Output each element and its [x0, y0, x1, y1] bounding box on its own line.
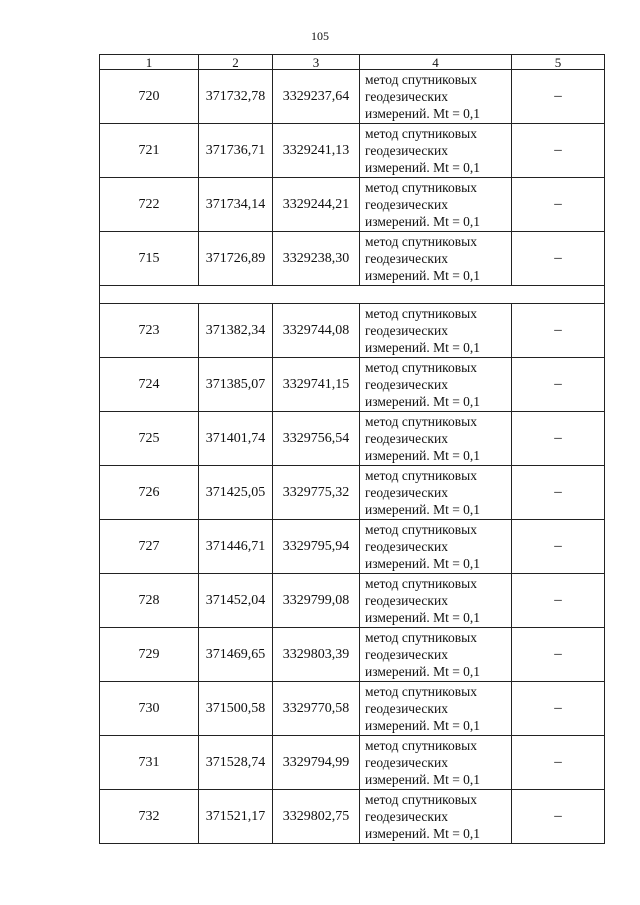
x-coordinate-cell: 371726,89 — [199, 232, 273, 286]
y-coordinate-cell: 3329237,64 — [273, 70, 360, 124]
method-line: геодезических — [365, 377, 448, 392]
method-line: метод спутниковых — [365, 306, 477, 321]
method-line: измерений. Mt = 0,1 — [365, 664, 481, 679]
point-id-cell: 715 — [100, 232, 199, 286]
x-coordinate-cell: 371425,05 — [199, 466, 273, 520]
method-line: метод спутниковых — [365, 360, 477, 375]
method-line: геодезических — [365, 251, 448, 266]
table-row — [100, 628, 605, 682]
point-id-cell: 721 — [100, 124, 199, 178]
table-row — [100, 70, 605, 124]
y-coordinate-cell: 3329799,08 — [273, 574, 360, 628]
method-cell — [360, 358, 512, 412]
point-id-cell: 724 — [100, 358, 199, 412]
method-line: геодезических — [365, 323, 448, 338]
table-row — [100, 124, 605, 178]
note-cell: – — [512, 304, 605, 358]
note-cell: – — [512, 466, 605, 520]
x-coordinate-cell: 371732,78 — [199, 70, 273, 124]
point-id-cell: 726 — [100, 466, 199, 520]
method-line: геодезических — [365, 809, 448, 824]
point-id-cell: 725 — [100, 412, 199, 466]
method-line: метод спутниковых — [365, 738, 477, 753]
note-cell: – — [512, 682, 605, 736]
note-cell: – — [512, 520, 605, 574]
point-id-cell: 722 — [100, 178, 199, 232]
note-cell: – — [512, 70, 605, 124]
method-line: геодезических — [365, 143, 448, 158]
method-cell — [360, 574, 512, 628]
x-coordinate-cell: 371469,65 — [199, 628, 273, 682]
x-coordinate-cell: 371521,17 — [199, 790, 273, 844]
point-id-cell: 732 — [100, 790, 199, 844]
y-coordinate-cell: 3329741,15 — [273, 358, 360, 412]
note-cell: – — [512, 358, 605, 412]
method-line: метод спутниковых — [365, 576, 477, 591]
y-coordinate-cell: 3329770,58 — [273, 682, 360, 736]
method-line: измерений. Mt = 0,1 — [365, 394, 481, 409]
method-cell — [360, 124, 512, 178]
y-coordinate-cell: 3329744,08 — [273, 304, 360, 358]
method-line: геодезических — [365, 647, 448, 662]
point-id-cell: 729 — [100, 628, 199, 682]
y-coordinate-cell: 3329803,39 — [273, 628, 360, 682]
method-line: измерений. Mt = 0,1 — [365, 340, 481, 355]
method-line: измерений. Mt = 0,1 — [365, 826, 481, 841]
x-coordinate-cell: 371452,04 — [199, 574, 273, 628]
y-coordinate-cell: 3329802,75 — [273, 790, 360, 844]
x-coordinate-cell: 371401,74 — [199, 412, 273, 466]
x-coordinate-cell: 371500,58 — [199, 682, 273, 736]
y-coordinate-cell: 3329794,99 — [273, 736, 360, 790]
column-header: 1 — [100, 55, 199, 70]
method-line: метод спутниковых — [365, 72, 477, 87]
y-coordinate-cell: 3329795,94 — [273, 520, 360, 574]
note-cell: – — [512, 178, 605, 232]
method-line: метод спутниковых — [365, 126, 477, 141]
note-cell: – — [512, 628, 605, 682]
note-cell: – — [512, 736, 605, 790]
method-line: метод спутниковых — [365, 522, 477, 537]
method-cell — [360, 790, 512, 844]
table-row — [100, 736, 605, 790]
page-number: 105 — [311, 29, 329, 43]
method-line: геодезических — [365, 593, 448, 608]
method-line: измерений. Mt = 0,1 — [365, 214, 481, 229]
table-row — [100, 232, 605, 286]
method-cell — [360, 412, 512, 466]
point-id-cell: 720 — [100, 70, 199, 124]
method-line: измерений. Mt = 0,1 — [365, 448, 481, 463]
column-header: 2 — [199, 55, 273, 70]
x-coordinate-cell: 371382,34 — [199, 304, 273, 358]
method-line: измерений. Mt = 0,1 — [365, 268, 481, 283]
column-header: 5 — [512, 55, 605, 70]
coordinates-table-body — [100, 55, 605, 844]
table-row — [100, 304, 605, 358]
method-cell — [360, 70, 512, 124]
method-cell — [360, 736, 512, 790]
point-id-cell: 728 — [100, 574, 199, 628]
method-line: геодезических — [365, 701, 448, 716]
x-coordinate-cell: 371736,71 — [199, 124, 273, 178]
point-id-cell: 731 — [100, 736, 199, 790]
method-line: измерений. Mt = 0,1 — [365, 502, 481, 517]
method-line: измерений. Mt = 0,1 — [365, 160, 481, 175]
y-coordinate-cell: 3329241,13 — [273, 124, 360, 178]
point-id-cell: 727 — [100, 520, 199, 574]
method-line: измерений. Mt = 0,1 — [365, 106, 481, 121]
column-header: 4 — [360, 55, 512, 70]
note-cell: – — [512, 232, 605, 286]
method-cell — [360, 682, 512, 736]
method-line: метод спутниковых — [365, 234, 477, 249]
y-coordinate-cell: 3329238,30 — [273, 232, 360, 286]
table-header-row — [100, 55, 605, 70]
y-coordinate-cell: 3329756,54 — [273, 412, 360, 466]
table-row — [100, 178, 605, 232]
note-cell: – — [512, 574, 605, 628]
method-line: геодезических — [365, 89, 448, 104]
method-line: измерений. Mt = 0,1 — [365, 772, 481, 787]
method-line: метод спутниковых — [365, 414, 477, 429]
method-line: геодезических — [365, 431, 448, 446]
table-row — [100, 520, 605, 574]
coordinates-table — [99, 54, 605, 844]
note-cell: – — [512, 124, 605, 178]
method-cell — [360, 628, 512, 682]
point-id-cell: 723 — [100, 304, 199, 358]
table-row — [100, 574, 605, 628]
x-coordinate-cell: 371734,14 — [199, 178, 273, 232]
method-line: метод спутниковых — [365, 792, 477, 807]
table-row — [100, 466, 605, 520]
separator-row — [100, 286, 605, 304]
x-coordinate-cell: 371446,71 — [199, 520, 273, 574]
column-header: 3 — [273, 55, 360, 70]
y-coordinate-cell: 3329244,21 — [273, 178, 360, 232]
method-cell — [360, 232, 512, 286]
method-line: геодезических — [365, 539, 448, 554]
table-row — [100, 790, 605, 844]
method-line: измерений. Mt = 0,1 — [365, 556, 481, 571]
method-cell — [360, 178, 512, 232]
method-cell — [360, 466, 512, 520]
method-line: геодезических — [365, 485, 448, 500]
method-line: метод спутниковых — [365, 180, 477, 195]
method-cell — [360, 520, 512, 574]
table-row — [100, 682, 605, 736]
table-row — [100, 412, 605, 466]
note-cell: – — [512, 412, 605, 466]
method-line: метод спутниковых — [365, 684, 477, 699]
method-line: измерений. Mt = 0,1 — [365, 610, 481, 625]
method-line: измерений. Mt = 0,1 — [365, 718, 481, 733]
x-coordinate-cell: 371385,07 — [199, 358, 273, 412]
table-row — [100, 358, 605, 412]
method-line: метод спутниковых — [365, 630, 477, 645]
method-line: метод спутниковых — [365, 468, 477, 483]
method-line: геодезических — [365, 755, 448, 770]
method-cell — [360, 304, 512, 358]
separator-cell — [100, 286, 605, 304]
method-line: геодезических — [365, 197, 448, 212]
x-coordinate-cell: 371528,74 — [199, 736, 273, 790]
note-cell: – — [512, 790, 605, 844]
point-id-cell: 730 — [100, 682, 199, 736]
y-coordinate-cell: 3329775,32 — [273, 466, 360, 520]
